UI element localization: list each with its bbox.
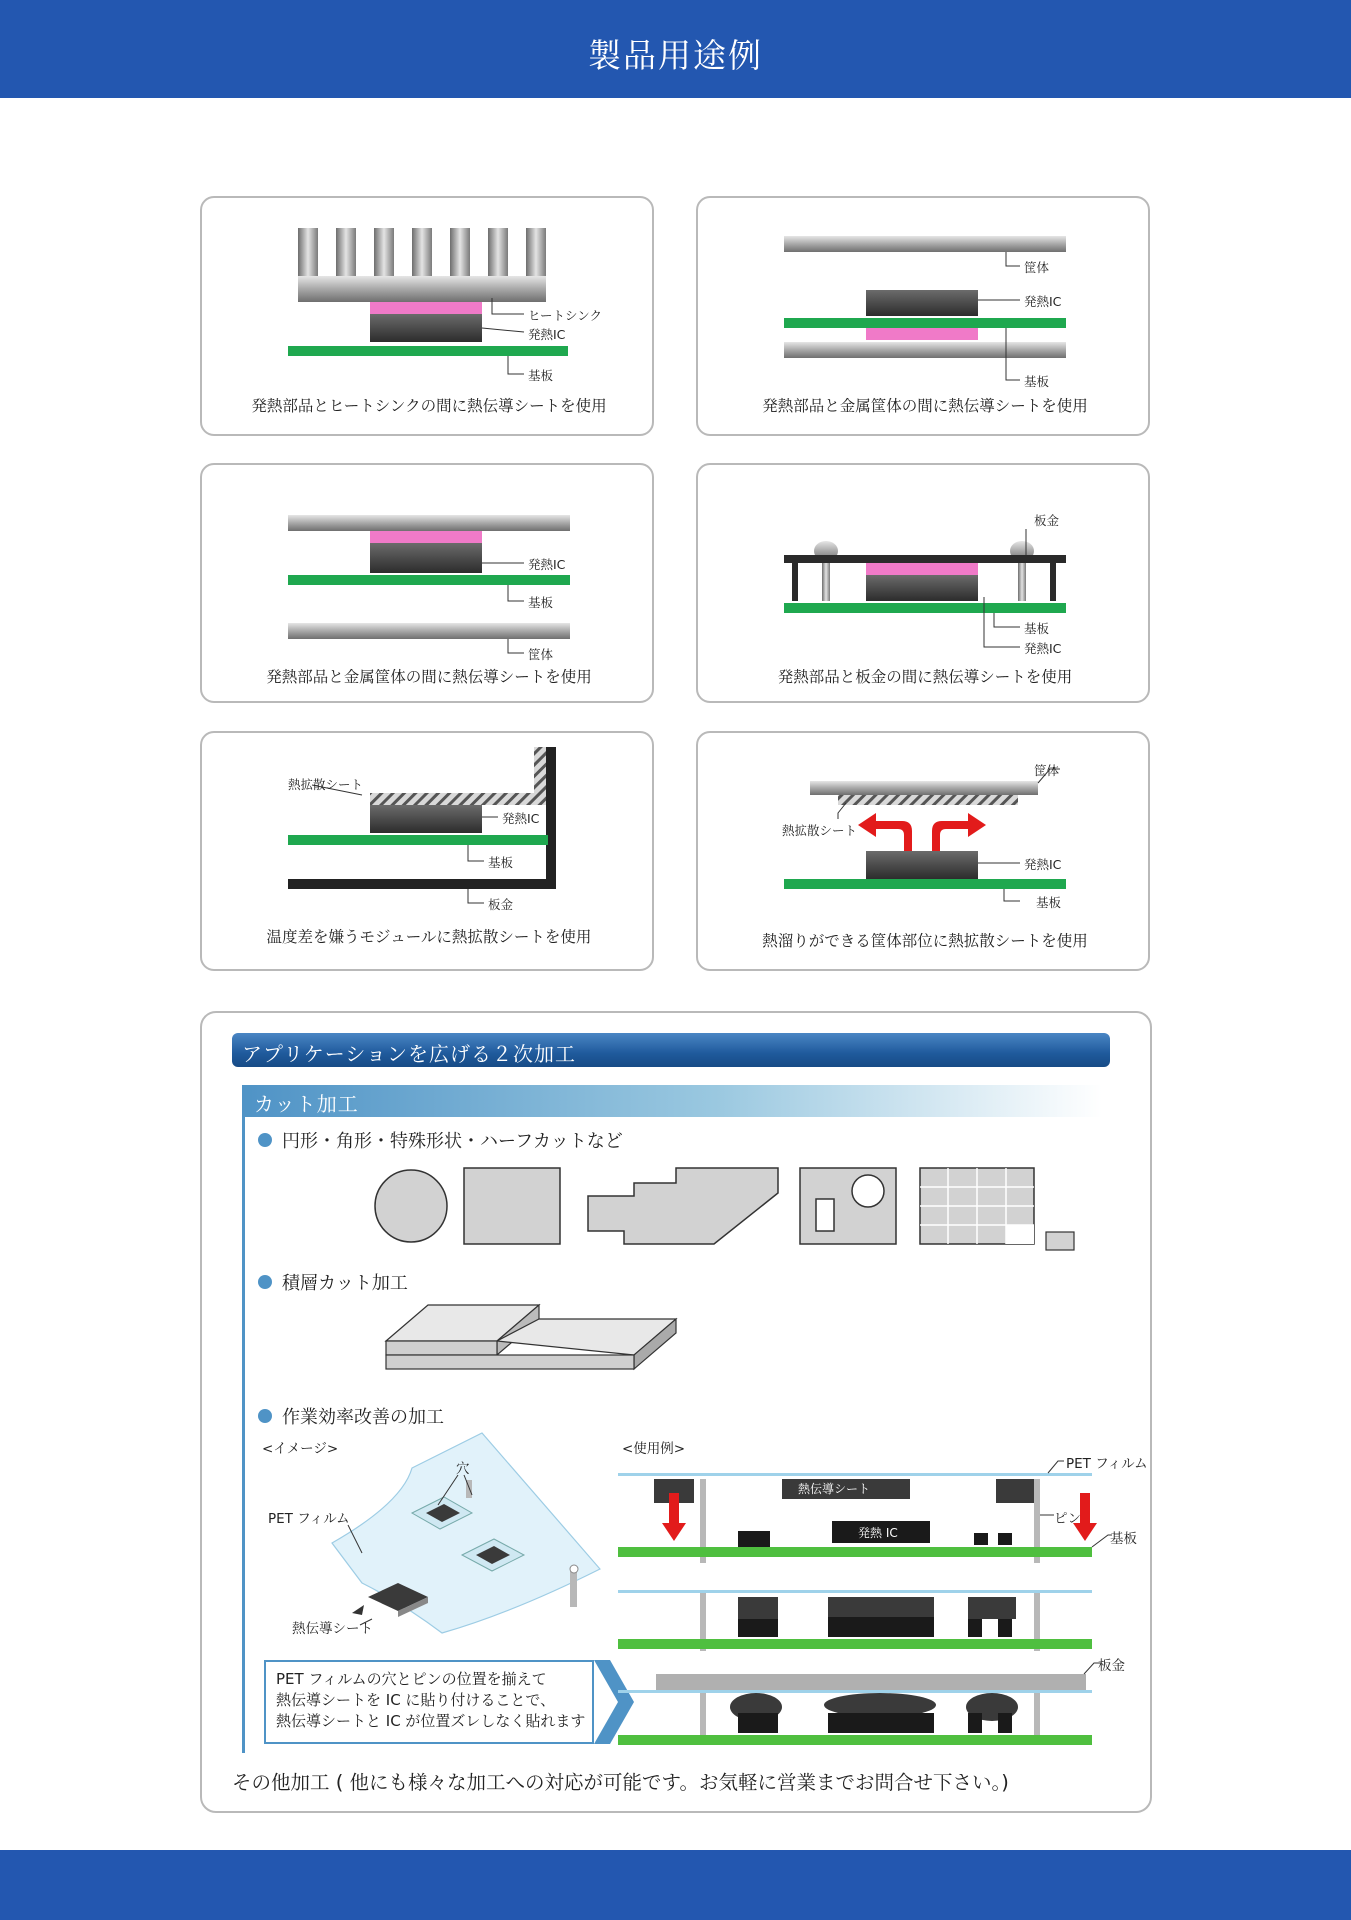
example-label: <使用例> [622,1441,686,1457]
label-ic: 発熱IC [528,327,566,342]
label-diffusion-sheet: 熱拡散シート [288,777,364,792]
label-thermal-sheet: 熱伝導シート [292,1621,373,1637]
note-line: 熱伝導シートと IC が位置ズレしなく貼れます [276,1712,586,1730]
bullet-text: 積層カット加工 [282,1273,408,1294]
label-board: 基板 [1024,374,1050,389]
label-board: 基板 [1024,621,1050,636]
panel-caption: 熱溜りができる筐体部位に熱拡散シートを使用 [762,932,1088,950]
cut-title: カット加工 [254,1092,359,1116]
label-ic: 発熱IC [1024,641,1062,656]
label-board: 基板 [1036,895,1062,910]
label-diffusion-sheet: 熱拡散シート [782,823,858,838]
label-sheet-metal: 板金 [488,897,514,912]
label-ic: 発熱IC [1024,857,1062,872]
label-board: 基板 [528,368,554,383]
panel-case [696,196,1150,436]
label-board: 基板 [488,855,514,870]
other-processing: その他加工 ( 他にも様々な加工への対応が可能です。お気軽に営業までお問合せ下さい。) [232,1771,1009,1794]
note-box [264,1660,594,1744]
label-case: 筐体 [1024,260,1050,275]
note-line: 熱伝導シートを IC に貼り付けることで、 [276,1691,556,1709]
note-line: PET フィルムの穴とピンの位置を揃えて [276,1670,547,1688]
bullet-text: 円形・角形・特殊形状・ハーフカットなど [282,1131,623,1152]
panel-diffusion-module [200,731,654,971]
panel-heat-pool [696,731,1150,971]
example-label-sheet: 熱伝導シート [798,1482,871,1496]
example-label-pin: ピン [1054,1511,1081,1527]
panel-sheet-metal [696,463,1150,703]
panel-caption: 温度差を嫌うモジュールに熱拡散シートを使用 [266,928,592,946]
page-footer [0,1850,1351,1920]
panel-caption: 発熱部品と金属筐体の間に熱伝導シートを使用 [266,668,592,686]
label-ic: 発熱IC [502,811,540,826]
application-section [200,1011,1152,1813]
page-header [0,0,1351,98]
bullet-text: 作業効率改善の加工 [282,1407,444,1428]
label-hole: 穴 [456,1461,470,1477]
label-pet-film: PET フィルム [268,1511,350,1527]
panel-caption: 発熱部品と金属筐体の間に熱伝導シートを使用 [762,397,1088,415]
page-title: 製品用途例 [588,36,763,75]
label-ic: 発熱IC [1024,294,1062,309]
label-ic: 発熱IC [528,557,566,572]
panel-caption: 発熱部品とヒートシンクの間に熱伝導シートを使用 [251,397,607,415]
panel-heatsink [200,196,654,436]
label-board: 基板 [528,595,554,610]
application-title: アプリケーションを広げる２次加工 [242,1042,576,1066]
panel-case-bottom [200,463,654,703]
panel-caption: 発熱部品と板金の間に熱伝導シートを使用 [777,668,1073,686]
image-label: <イメージ> [262,1441,339,1457]
example-label-ic: 発熱 IC [858,1526,898,1540]
example-label-pet-film: PET フィルム [1066,1456,1148,1472]
example-label-plate: 板金 [1098,1658,1125,1674]
label-sheet-metal: 板金 [1034,513,1060,528]
label-case: 筐体 [528,647,554,662]
example-label-board: 基板 [1110,1531,1137,1547]
label-heatsink: ヒートシンク [528,308,602,323]
label-case: 筐体 [1034,763,1060,778]
